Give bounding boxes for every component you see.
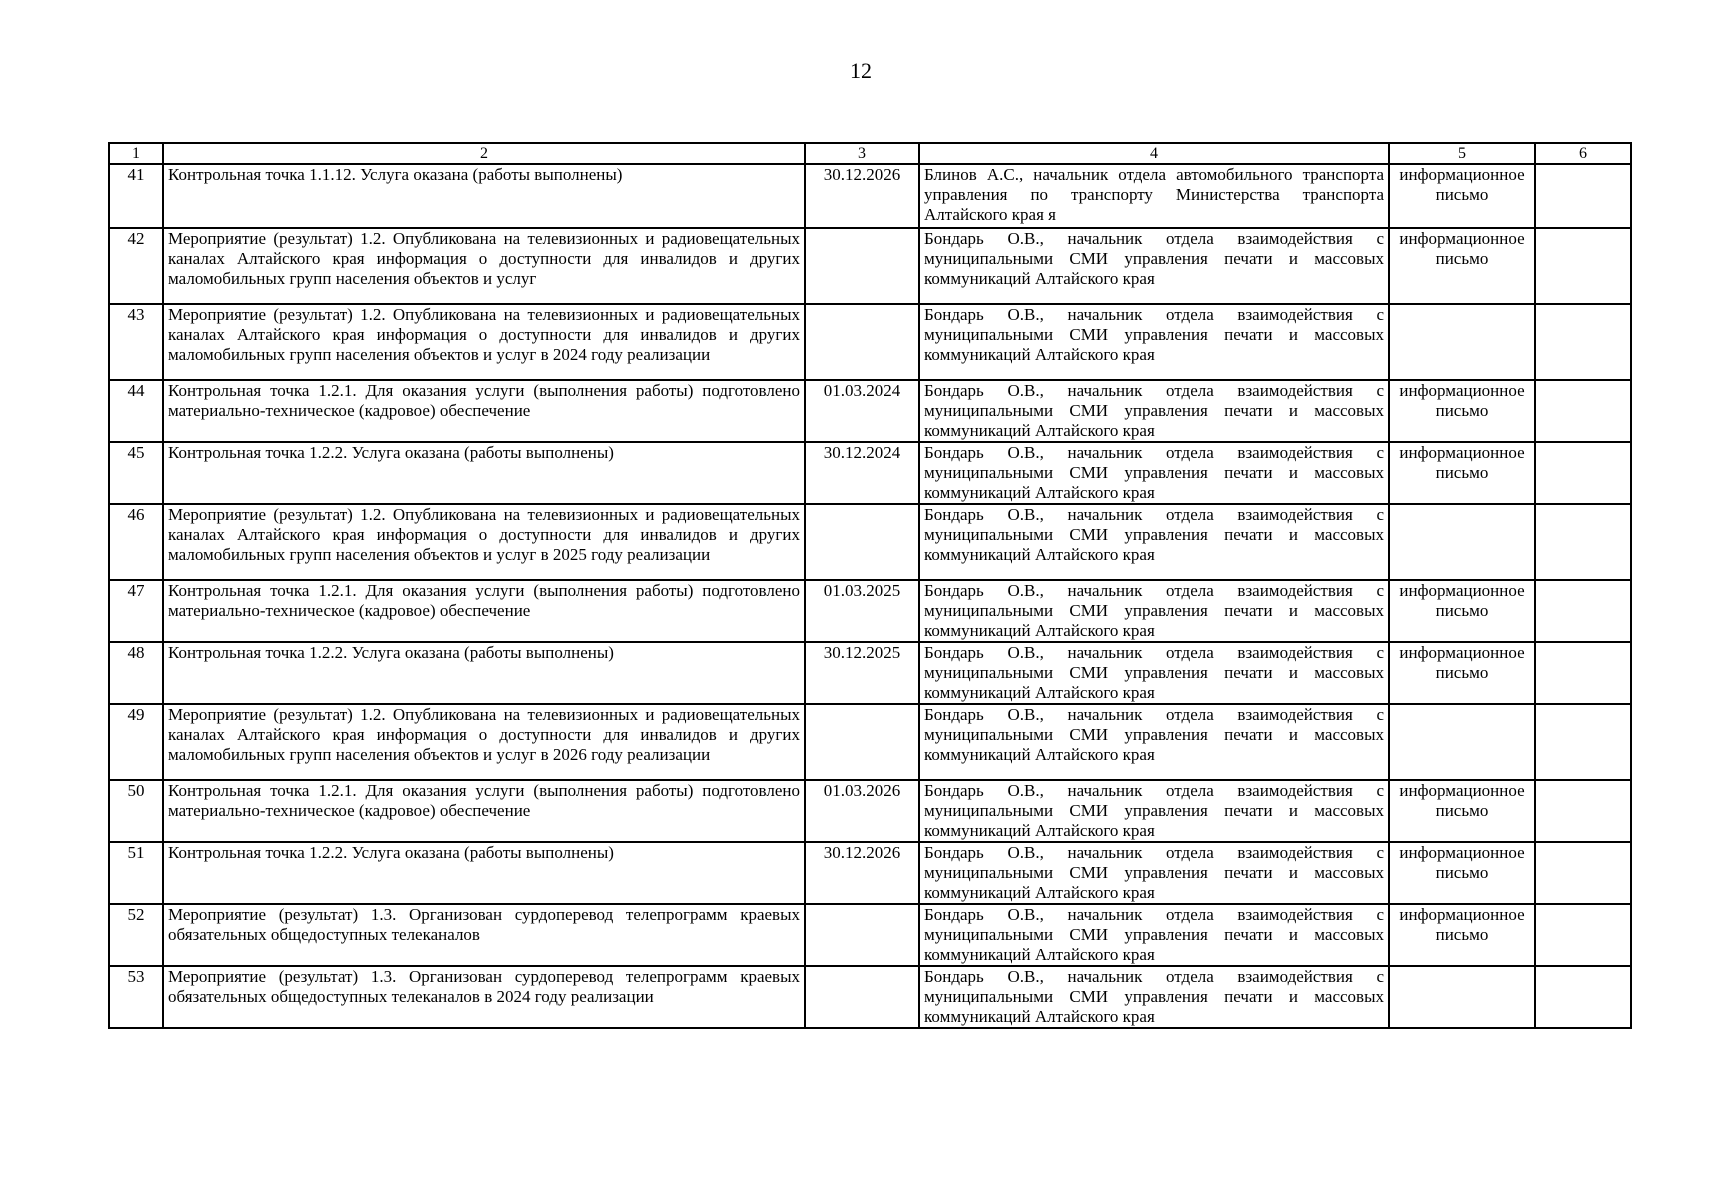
row-document-type: информационное письмо (1389, 442, 1535, 504)
row-note (1535, 442, 1631, 504)
row-note (1535, 704, 1631, 780)
row-description: Мероприятие (результат) 1.2. Опубликована на телевизионных и радиовещательных каналах Алтайского края информация о доступности для инвалидов и других маломобильных групп населения объектов и услуг (163, 228, 805, 304)
row-note (1535, 304, 1631, 380)
row-responsible: Блинов А.С., начальник отдела автомобильного транспорта управления по транспорту Министерства транспорта Алтайского края я (919, 164, 1389, 228)
header-cell-4: 4 (919, 143, 1389, 164)
header-cell-2: 2 (163, 143, 805, 164)
row-date: 01.03.2025 (805, 580, 919, 642)
row-description: Мероприятие (результат) 1.2. Опубликована на телевизионных и радиовещательных каналах Алтайского края информация о доступности для инвалидов и других маломобильных групп населения объектов и услуг в 2025 году реализации (163, 504, 805, 580)
row-date (805, 904, 919, 966)
row-note (1535, 904, 1631, 966)
row-responsible: Бондарь О.В., начальник отдела взаимодействия с муниципальными СМИ управления печати и массовых коммуникаций Алтайского края (919, 380, 1389, 442)
row-responsible: Бондарь О.В., начальник отдела взаимодействия с муниципальными СМИ управления печати и массовых коммуникаций Алтайского края (919, 304, 1389, 380)
row-description: Контрольная точка 1.2.1. Для оказания услуги (выполнения работы) подготовлено материально-техническое (кадровое) обеспечение (163, 580, 805, 642)
row-note (1535, 164, 1631, 228)
header-cell-5: 5 (1389, 143, 1535, 164)
row-description: Мероприятие (результат) 1.3. Организован сурдоперевод телепрограмм краевых обязательных общедоступных телеканалов в 2024 году реализации (163, 966, 805, 1028)
row-document-type (1389, 304, 1535, 380)
document-table (108, 142, 1632, 1029)
row-description: Мероприятие (результат) 1.2. Опубликована на телевизионных и радиовещательных каналах Алтайского края информация о доступности для инвалидов и других маломобильных групп населения объектов и услуг в 2026 году реализации (163, 704, 805, 780)
row-number: 52 (109, 904, 163, 966)
table-row (109, 580, 1631, 642)
row-document-type: информационное письмо (1389, 580, 1535, 642)
row-description: Мероприятие (результат) 1.3. Организован сурдоперевод телепрограмм краевых обязательных общедоступных телеканалов (163, 904, 805, 966)
row-date: 30.12.2024 (805, 442, 919, 504)
header-cell-6: 6 (1535, 143, 1631, 164)
row-description: Контрольная точка 1.2.1. Для оказания услуги (выполнения работы) подготовлено материально-техническое (кадровое) обеспечение (163, 380, 805, 442)
row-number: 53 (109, 966, 163, 1028)
table-row (109, 904, 1631, 966)
row-responsible: Бондарь О.В., начальник отдела взаимодействия с муниципальными СМИ управления печати и массовых коммуникаций Алтайского края (919, 442, 1389, 504)
row-description: Контрольная точка 1.2.1. Для оказания услуги (выполнения работы) подготовлено материально-техническое (кадровое) обеспечение (163, 780, 805, 842)
row-document-type: информационное письмо (1389, 780, 1535, 842)
page-number: 12 (850, 58, 872, 83)
row-responsible: Бондарь О.В., начальник отдела взаимодействия с муниципальными СМИ управления печати и массовых коммуникаций Алтайского края (919, 704, 1389, 780)
header-cell-1: 1 (109, 143, 163, 164)
row-note (1535, 842, 1631, 904)
row-note (1535, 228, 1631, 304)
row-responsible: Бондарь О.В., начальник отдела взаимодействия с муниципальными СМИ управления печати и массовых коммуникаций Алтайского края (919, 904, 1389, 966)
row-note (1535, 966, 1631, 1028)
row-number: 48 (109, 642, 163, 704)
row-document-type: информационное письмо (1389, 904, 1535, 966)
row-number: 51 (109, 842, 163, 904)
row-number: 50 (109, 780, 163, 842)
row-document-type (1389, 704, 1535, 780)
row-number: 41 (109, 164, 163, 228)
row-number: 49 (109, 704, 163, 780)
table-header-row (109, 143, 1631, 164)
table-row (109, 228, 1631, 304)
row-description: Контрольная точка 1.1.12. Услуга оказана (работы выполнены) (163, 164, 805, 228)
table-row (109, 504, 1631, 580)
row-responsible: Бондарь О.В., начальник отдела взаимодействия с муниципальными СМИ управления печати и массовых коммуникаций Алтайского края (919, 780, 1389, 842)
table-row (109, 442, 1631, 504)
table-row (109, 966, 1631, 1028)
row-responsible: Бондарь О.В., начальник отдела взаимодействия с муниципальными СМИ управления печати и массовых коммуникаций Алтайского края (919, 228, 1389, 304)
row-date: 01.03.2024 (805, 380, 919, 442)
row-date: 30.12.2026 (805, 164, 919, 228)
row-note (1535, 580, 1631, 642)
row-description: Контрольная точка 1.2.2. Услуга оказана (работы выполнены) (163, 842, 805, 904)
row-document-type: информационное письмо (1389, 380, 1535, 442)
row-description: Мероприятие (результат) 1.2. Опубликована на телевизионных и радиовещательных каналах Алтайского края информация о доступности для инвалидов и других маломобильных групп населения объектов и услуг в 2024 году реализации (163, 304, 805, 380)
row-date: 01.03.2026 (805, 780, 919, 842)
row-note (1535, 504, 1631, 580)
row-date (805, 228, 919, 304)
table-row (109, 780, 1631, 842)
row-responsible: Бондарь О.В., начальник отдела взаимодействия с муниципальными СМИ управления печати и массовых коммуникаций Алтайского края (919, 842, 1389, 904)
row-responsible: Бондарь О.В., начальник отдела взаимодействия с муниципальными СМИ управления печати и массовых коммуникаций Алтайского края (919, 642, 1389, 704)
row-date: 30.12.2025 (805, 642, 919, 704)
row-document-type (1389, 504, 1535, 580)
row-note (1535, 642, 1631, 704)
table-row (109, 642, 1631, 704)
row-document-type (1389, 966, 1535, 1028)
table-row (109, 380, 1631, 442)
row-responsible: Бондарь О.В., начальник отдела взаимодействия с муниципальными СМИ управления печати и массовых коммуникаций Алтайского края (919, 504, 1389, 580)
row-description: Контрольная точка 1.2.2. Услуга оказана (работы выполнены) (163, 442, 805, 504)
row-date (805, 966, 919, 1028)
row-document-type: информационное письмо (1389, 642, 1535, 704)
row-number: 44 (109, 380, 163, 442)
table-body (109, 164, 1631, 1028)
header-cell-3: 3 (805, 143, 919, 164)
table-row (109, 704, 1631, 780)
row-responsible: Бондарь О.В., начальник отдела взаимодействия с муниципальными СМИ управления печати и массовых коммуникаций Алтайского края (919, 966, 1389, 1028)
row-responsible: Бондарь О.В., начальник отдела взаимодействия с муниципальными СМИ управления печати и массовых коммуникаций Алтайского края (919, 580, 1389, 642)
row-number: 46 (109, 504, 163, 580)
row-description: Контрольная точка 1.2.2. Услуга оказана (работы выполнены) (163, 642, 805, 704)
row-document-type: информационное письмо (1389, 164, 1535, 228)
table-row (109, 842, 1631, 904)
row-number: 47 (109, 580, 163, 642)
row-document-type: информационное письмо (1389, 228, 1535, 304)
row-date (805, 304, 919, 380)
row-number: 43 (109, 304, 163, 380)
row-note (1535, 780, 1631, 842)
row-number: 42 (109, 228, 163, 304)
table-row (109, 304, 1631, 380)
row-date (805, 504, 919, 580)
row-date (805, 704, 919, 780)
table-row (109, 164, 1631, 228)
row-note (1535, 380, 1631, 442)
row-date: 30.12.2026 (805, 842, 919, 904)
row-number: 45 (109, 442, 163, 504)
row-document-type: информационное письмо (1389, 842, 1535, 904)
